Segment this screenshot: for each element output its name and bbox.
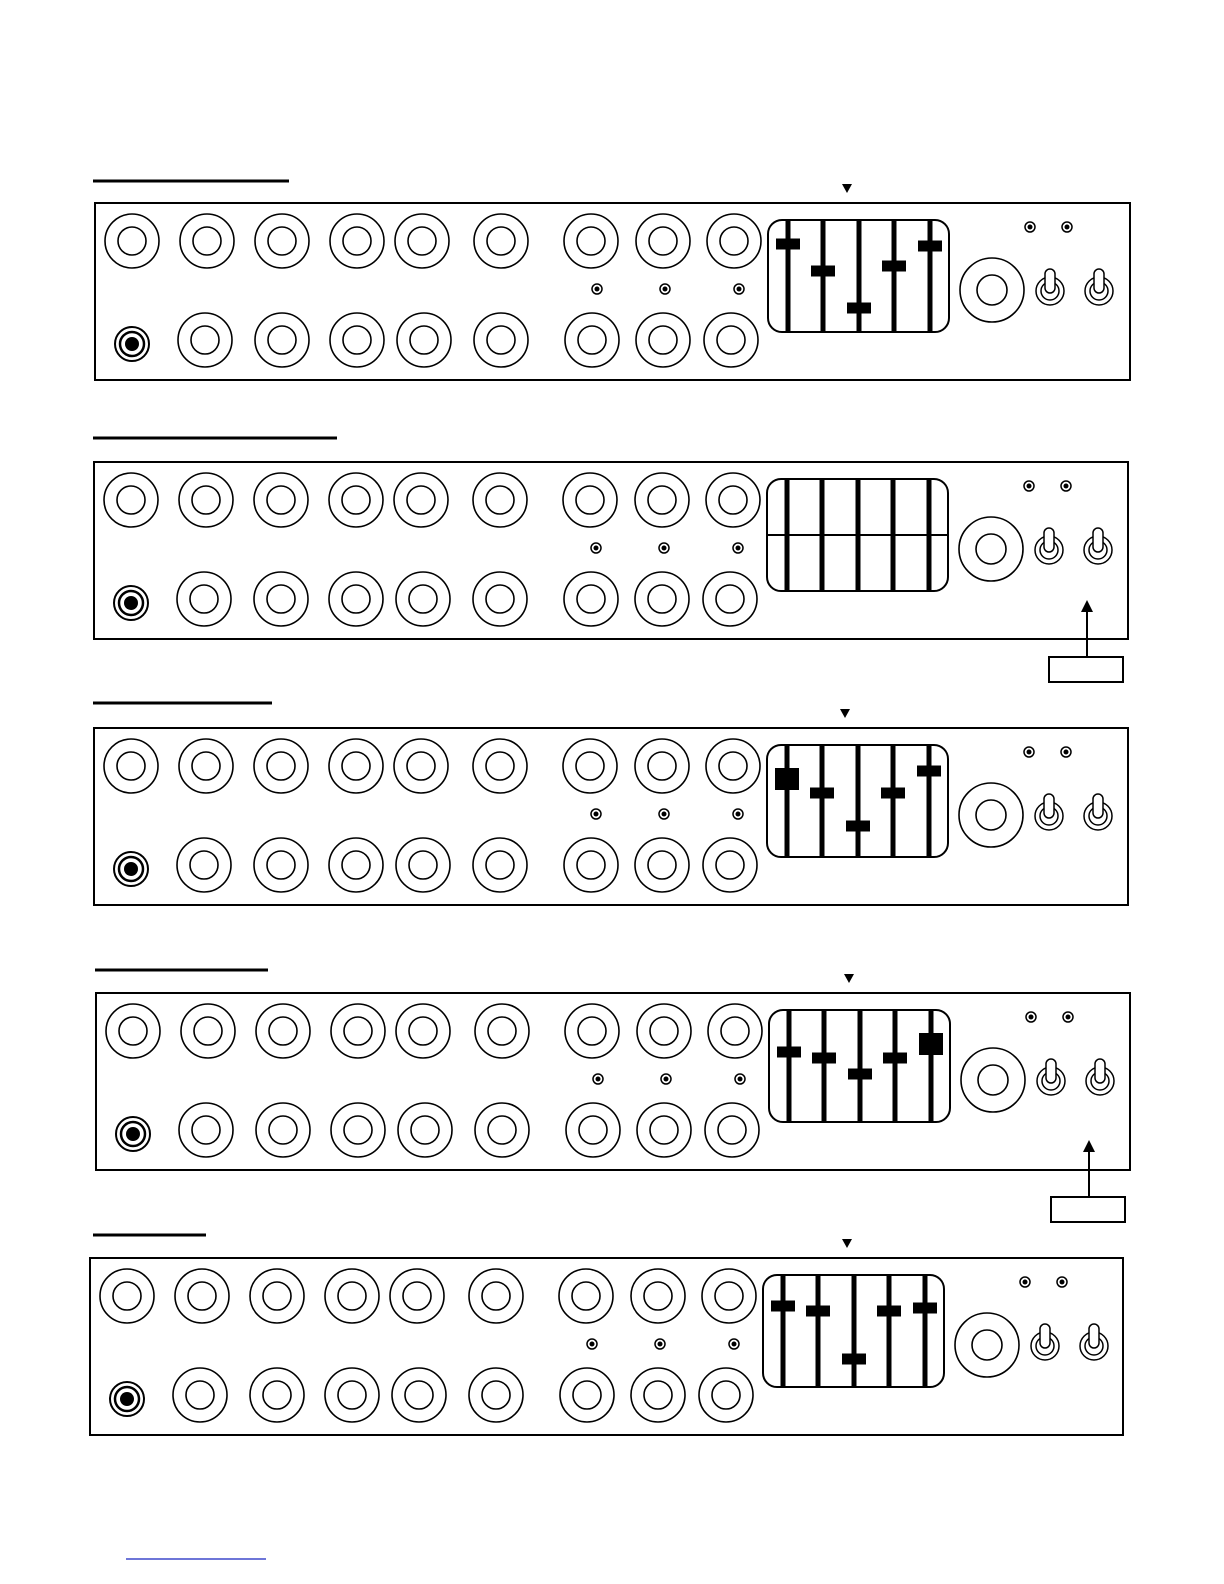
triangle-down-icon xyxy=(844,974,854,983)
toggle-lever xyxy=(1045,269,1055,293)
led-lens xyxy=(1029,1015,1034,1020)
eq-slider-knob-2 xyxy=(812,1053,836,1064)
callout-label-box xyxy=(1049,657,1123,682)
led-lens xyxy=(1023,1280,1028,1285)
eq-slider-knob-3 xyxy=(842,1354,866,1365)
led-lens xyxy=(663,287,668,292)
eq-slider-knob-1 xyxy=(776,239,800,250)
eq-slider-knob-5 xyxy=(913,1303,937,1314)
quarter-inch-jack-icon xyxy=(116,1117,150,1151)
toggle-lever xyxy=(1093,528,1103,552)
eq-slider-knob-2 xyxy=(806,1306,830,1317)
led-lens xyxy=(664,1077,669,1082)
jack-hole xyxy=(124,862,138,876)
toggle-lever xyxy=(1094,269,1104,293)
panel-frame xyxy=(96,993,1130,1170)
led-lens xyxy=(1028,225,1033,230)
quarter-inch-jack-icon xyxy=(110,1382,144,1416)
jack-hole xyxy=(125,337,139,351)
graphic-eq xyxy=(763,1275,944,1387)
led-lens xyxy=(658,1342,663,1347)
graphic-eq xyxy=(767,479,948,591)
graphic-eq xyxy=(768,220,949,332)
quarter-inch-jack-icon xyxy=(114,852,148,886)
led-lens xyxy=(662,546,667,551)
eq-slider-knob-5 xyxy=(917,766,941,777)
eq-slider-knob-5 xyxy=(919,1033,943,1055)
eq-slider-knob-2 xyxy=(810,788,834,799)
led-lens xyxy=(1065,225,1070,230)
eq-slider-knob-2 xyxy=(811,266,835,277)
led-lens xyxy=(736,546,741,551)
led-lens xyxy=(737,287,742,292)
led-lens xyxy=(594,812,599,817)
jack-hole xyxy=(124,596,138,610)
eq-slider-knob-1 xyxy=(777,1047,801,1058)
graphic-eq xyxy=(769,1010,950,1122)
led-lens xyxy=(1027,750,1032,755)
led-lens xyxy=(1060,1280,1065,1285)
toggle-lever xyxy=(1040,1324,1050,1348)
amp-panel-1 xyxy=(93,181,1130,380)
callout-label-box xyxy=(1051,1197,1125,1222)
eq-slider-knob-4 xyxy=(882,261,906,272)
jack-hole xyxy=(126,1127,140,1141)
eq-slider-knob-4 xyxy=(881,788,905,799)
led-lens xyxy=(595,287,600,292)
led-lens xyxy=(1064,484,1069,489)
led-lens xyxy=(738,1077,743,1082)
eq-slider-knob-1 xyxy=(775,768,799,790)
eq-slider-knob-3 xyxy=(846,821,870,832)
amp-panel-2 xyxy=(93,438,1128,682)
quarter-inch-jack-icon xyxy=(114,586,148,620)
led-lens xyxy=(1027,484,1032,489)
led-lens xyxy=(1064,750,1069,755)
eq-slider-knob-3 xyxy=(847,303,871,314)
led-lens xyxy=(594,546,599,551)
triangle-down-icon xyxy=(842,1239,852,1248)
toggle-lever xyxy=(1089,1324,1099,1348)
eq-slider-knob-3 xyxy=(848,1069,872,1080)
panel-frame xyxy=(94,728,1128,905)
eq-slider-knob-4 xyxy=(877,1306,901,1317)
led-lens xyxy=(1066,1015,1071,1020)
led-lens xyxy=(662,812,667,817)
led-lens xyxy=(590,1342,595,1347)
jack-hole xyxy=(120,1392,134,1406)
toggle-lever xyxy=(1095,1059,1105,1083)
amp-panel-4 xyxy=(95,970,1130,1222)
led-lens xyxy=(736,812,741,817)
triangle-down-icon xyxy=(840,709,850,718)
amp-panel-3 xyxy=(93,703,1128,905)
toggle-lever xyxy=(1093,794,1103,818)
toggle-lever xyxy=(1044,794,1054,818)
toggle-lever xyxy=(1044,528,1054,552)
panel-frame xyxy=(90,1258,1123,1435)
led-lens xyxy=(732,1342,737,1347)
eq-slider-knob-1 xyxy=(771,1301,795,1312)
triangle-down-icon xyxy=(842,184,852,193)
eq-slider-knob-5 xyxy=(918,241,942,252)
eq-slider-knob-4 xyxy=(883,1053,907,1064)
quarter-inch-jack-icon xyxy=(115,327,149,361)
panel-frame xyxy=(94,462,1128,639)
toggle-lever xyxy=(1046,1059,1056,1083)
panel-frame xyxy=(95,203,1130,380)
amp-panel-5 xyxy=(90,1235,1123,1435)
led-lens xyxy=(596,1077,601,1082)
graphic-eq xyxy=(767,745,948,857)
